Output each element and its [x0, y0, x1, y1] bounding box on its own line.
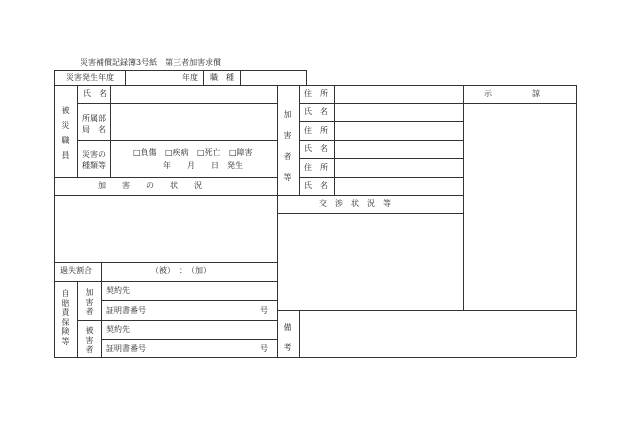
victim-number-suffix: 号	[260, 344, 268, 353]
instructions-label: 示 諒	[484, 89, 540, 98]
option-illness-checkbox[interactable]: □疾病	[165, 148, 189, 157]
negotiation-status-field[interactable]	[278, 214, 462, 309]
negligence-ratio[interactable]: （被） ： （加）	[151, 266, 211, 275]
perpetrator-address-label-3: 住 所	[304, 163, 328, 172]
victim-certificate-label: 証明書番号	[106, 344, 146, 353]
perpetrator-name-label-2: 氏 名	[304, 144, 328, 153]
perpetrator-section-label: 加害者等	[283, 110, 292, 182]
perpetrator-fields[interactable]	[335, 86, 462, 194]
occurrence-date-line: 年 月 日 発生	[163, 161, 243, 170]
job-type-label: 職 種	[210, 73, 234, 82]
job-type-field[interactable]	[241, 71, 305, 84]
victim-contract-label: 契約先	[106, 325, 130, 334]
department-field[interactable]	[111, 104, 276, 139]
occurrence-year-label: 災害発生年度	[66, 73, 114, 82]
perpetrator-number-suffix: 号	[260, 306, 268, 315]
insurance-perpetrator-label: 加害者	[85, 288, 94, 316]
victim-section-label: 被災職員	[61, 106, 70, 160]
option-death-checkbox[interactable]: □死亡	[197, 148, 221, 157]
negligence-label: 過失割合	[60, 266, 92, 275]
perpetrator-name-label-1: 氏 名	[304, 107, 328, 116]
perpetrator-address-label-2: 住 所	[304, 126, 328, 135]
damage-status-label: 加 害 の 状 況	[98, 181, 202, 190]
option-disability-checkbox[interactable]: □障害	[229, 148, 253, 157]
damage-status-field[interactable]	[55, 196, 276, 261]
injury-type-label: 災害の種類等	[82, 150, 106, 170]
department-label: 所属部局 名	[82, 114, 106, 134]
form-title: 災害補償記録簿3号紙 第三者加害求償	[80, 58, 222, 67]
victim-name-label: 氏 名	[83, 89, 107, 98]
insurance-victim-label: 被害者	[85, 326, 94, 354]
occurrence-year-field[interactable]	[126, 71, 180, 84]
perpetrator-contract-label: 契約先	[106, 286, 130, 295]
insurance-section-label: 自賠責保険等	[61, 289, 70, 346]
instructions-field[interactable]	[464, 104, 575, 309]
remarks-field[interactable]	[300, 311, 575, 356]
option-injury-checkbox[interactable]: □負傷	[133, 148, 157, 157]
remarks-label: 備 考	[283, 323, 300, 352]
perpetrator-certificate-label: 証明書番号	[106, 306, 146, 315]
perpetrator-name-label-3: 氏 名	[304, 181, 328, 190]
perpetrator-address-label-1: 住 所	[304, 89, 328, 98]
negotiation-status-label: 交 渉 状 況 等	[319, 199, 391, 208]
fiscal-year-label: 年度	[182, 73, 198, 82]
victim-name-field[interactable]	[111, 86, 276, 102]
